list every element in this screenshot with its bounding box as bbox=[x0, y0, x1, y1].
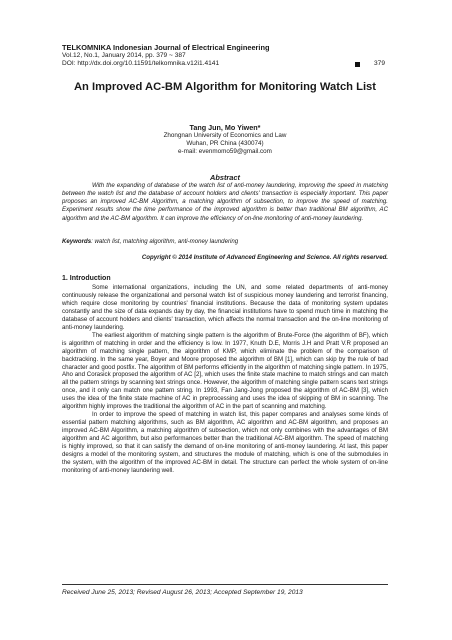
journal-name: TELKOMNIKA Indonesian Journal of Electrical Engineering bbox=[62, 43, 270, 52]
authors: Tang Jun, Mo Yiwen* bbox=[189, 123, 261, 132]
paragraph: In order to improve the speed of matching in watch list, this paper compares and analyses some kinds of essential pattern matching algorithms, such as BM algorithm, AC algorithm and AC-BM algorithm, and proposes an improved AC-BM Algorithm, a matching algorithm of subsection, which not only combines with the advantages of BM algorithm and AC algorithm, but also performances better than the traditional AC-BM algorithm. The speed of matching is highly improved, so that it can satisfy the demand of on-line monitoring of anti-money laundering. At last, this paper designs a model of the monitoring system, and structures the module of matching, which is one of the submodules in the system, with the algorithm of the improved AC-BM in detail. The structure can perfect the whole system of on-line monitoring of anti-money laundering well. bbox=[62, 411, 388, 474]
affiliation-city: Wuhan, PR China (430074) bbox=[186, 140, 264, 147]
abstract-heading: Abstract bbox=[210, 173, 240, 182]
volume-info: Vol.12, No.1, January 2014, pp. 379 ~ 387 bbox=[62, 52, 186, 59]
paragraph: The earliest algorithm of matching single pattern is the algorithm of Brute-Force (the algorithm of BF), which is algorithm of matching in order and the efficiency is low. In 1977, Knuth D.E, Morris J.H and Pratt V.R proposed an algorithm of matching single pattern, the algorithm of KMP, which eliminate the problem of the comparison of backtracking. In the same year, Boyer and Moore proposed the algorithm of BM [1], which can skip by the rule of bad character and good postfix. The algorithm of BM performs efficiently in the algorithm of matching single pattern. In 1975, Aho and Corasick proposed the algorithm of AC [2], which uses the finite state machine to match strings and can match all the pattern strings by scanning text strings once. However, the algorithm of matching single pattern scans text strings once, and it only can match one pattern string. In 1993, Fan Jang-Jong proposed the algorithm of AC-BM [3], which uses the idea of the finite state machine of AC in preprocessing and uses the idea of skipping of BM in scanning. The algorithm highly improves the traditional the algorithm of AC in the part of scanning and matching. bbox=[62, 331, 388, 411]
doi: DOI: http://dx.doi.org/10.11591/telkomnika.v12i1.4141 bbox=[62, 60, 220, 67]
affiliation-email: e-mail: evenmomo59@gmail.com bbox=[178, 148, 272, 155]
keywords-label: Keywords bbox=[62, 238, 92, 245]
paper-title: An Improved AC-BM Algorithm for Monitoring Watch List bbox=[73, 81, 377, 93]
square-bullet-icon bbox=[355, 62, 360, 67]
page-number-box bbox=[355, 60, 385, 67]
section-heading: 1. Introduction bbox=[62, 275, 111, 282]
received-dates: Received June 25, 2013; Revised August 26, 2013; Accepted September 19, 2013 bbox=[62, 589, 303, 596]
copyright: Copyright © 2014 Institute of Advanced Engineering and Science. All rights reserved. bbox=[141, 254, 388, 261]
abstract-text: With the expanding of database of the watch list of anti-money laundering, improving the speed in matching between the watch list and the database of account holders and clients' transaction is especially important. This paper proposes an improved AC-BM Algorithm, a matching algorithm of subsection, to improve the speed of matching. Experiment results show the time performance of the improved algorithm is better than traditional BM algorithm, AC algorithm and the AC-BM algorithm. It can improve the efficiency of on-line monitoring of anti-money laundering. bbox=[62, 182, 388, 222]
paragraph: Some international organizations, including the UN, and some related departments of anti-money continuously release the organizational and personal watch list of suspicious money laundering and terrorist financing, which require close monitoring by countries' financial institutions. Because the data of monitoring system updates constantly and the size of data expands day by day, the financial institutions have to spend much time in matching the database of account holders and clients' transaction, which affects the normal transaction and the on-line monitoring of anti-money laundering. bbox=[62, 284, 388, 331]
page-number: 379 bbox=[374, 60, 386, 67]
footer-rule bbox=[62, 584, 388, 585]
keywords-text: : watch list, matching algorithm, anti-money laundering bbox=[91, 238, 239, 245]
keywords bbox=[62, 238, 388, 245]
section-body bbox=[62, 284, 388, 475]
affiliation-university: Zhongnan University of Economics and Law bbox=[163, 132, 287, 139]
